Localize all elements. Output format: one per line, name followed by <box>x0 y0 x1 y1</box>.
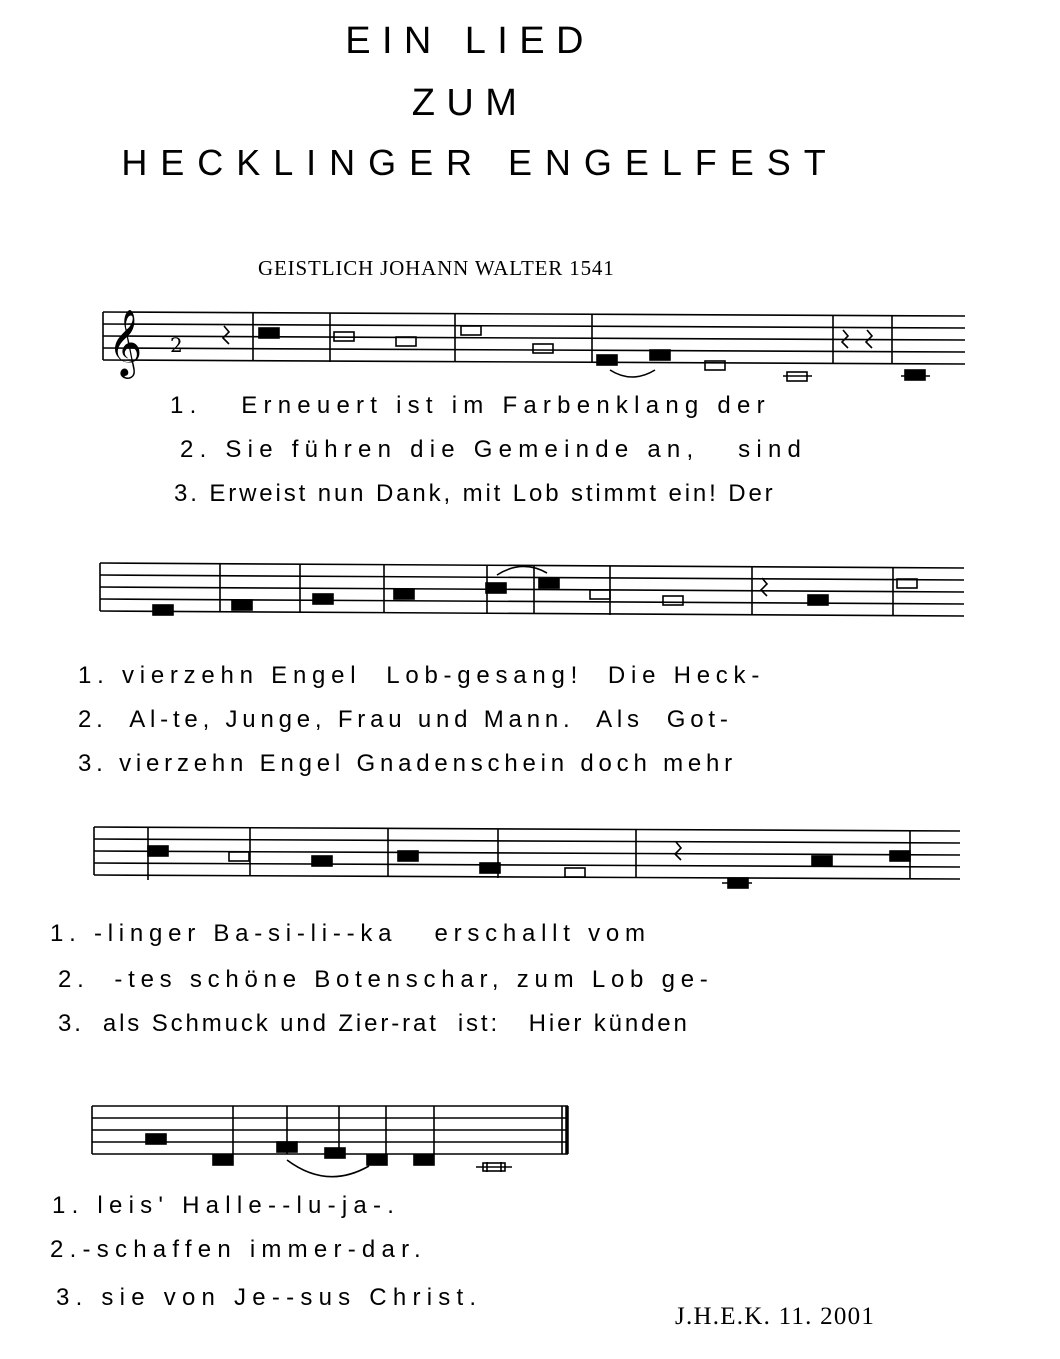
title-line-2: ZUM <box>411 82 529 124</box>
lyric-s3-verse-2: 2. -tes schöne Botenschar, zum Lob ge- <box>58 966 714 993</box>
lyric-s4-verse-1: 1. leis' Halle--lu-ja-. <box>52 1192 401 1219</box>
title-line-3: HECKLINGER ENGELFEST <box>121 142 839 183</box>
lyric-s2-verse-2: 2. Al-te, Junge, Frau und Mann. Als Got- <box>78 706 733 733</box>
lyric-s4-verse-2: 2.-schaffen immer-dar. <box>50 1236 427 1263</box>
staff-system-3 <box>94 827 960 880</box>
lyric-s3-verse-1: 1. -linger Ba-si-li--ka erschallt vom <box>50 920 651 947</box>
notes-system-1 <box>223 326 930 381</box>
notes-system-4 <box>146 1134 512 1177</box>
lyric-s2-verse-1: 1. vierzehn Engel Lob-gesang! Die Heck- <box>78 662 766 689</box>
lyric-s1-verse-2: 2. Sie führen die Gemeinde an, sind <box>180 436 808 463</box>
staff-system-2 <box>100 563 964 616</box>
time-signature: 2 <box>170 333 183 357</box>
lyric-s1-verse-3: 3. Erweist nun Dank, mit Lob stimmt ein! Der <box>174 480 776 507</box>
lyric-s3-verse-3: 3. als Schmuck und Zier-rat ist: Hier künden <box>58 1010 690 1037</box>
lyric-s4-verse-3: 3. sie von Je--sus Christ. <box>56 1284 483 1311</box>
composer-credit: GEISTLICH JOHANN WALTER 1541 <box>258 256 615 280</box>
lyric-s2-verse-3: 3. vierzehn Engel Gnadenschein doch mehr <box>78 750 737 777</box>
lyric-s1-verse-1: 1. Erneuert ist im Farbenklang der <box>170 392 771 419</box>
staff-system-1 <box>103 312 965 364</box>
signature-date: J.H.E.K. 11. 2001 <box>675 1303 876 1330</box>
treble-clef-icon: 𝄞 <box>108 308 143 376</box>
title-line-1: EIN LIED <box>345 20 595 62</box>
staff-system-4 <box>92 1106 568 1154</box>
